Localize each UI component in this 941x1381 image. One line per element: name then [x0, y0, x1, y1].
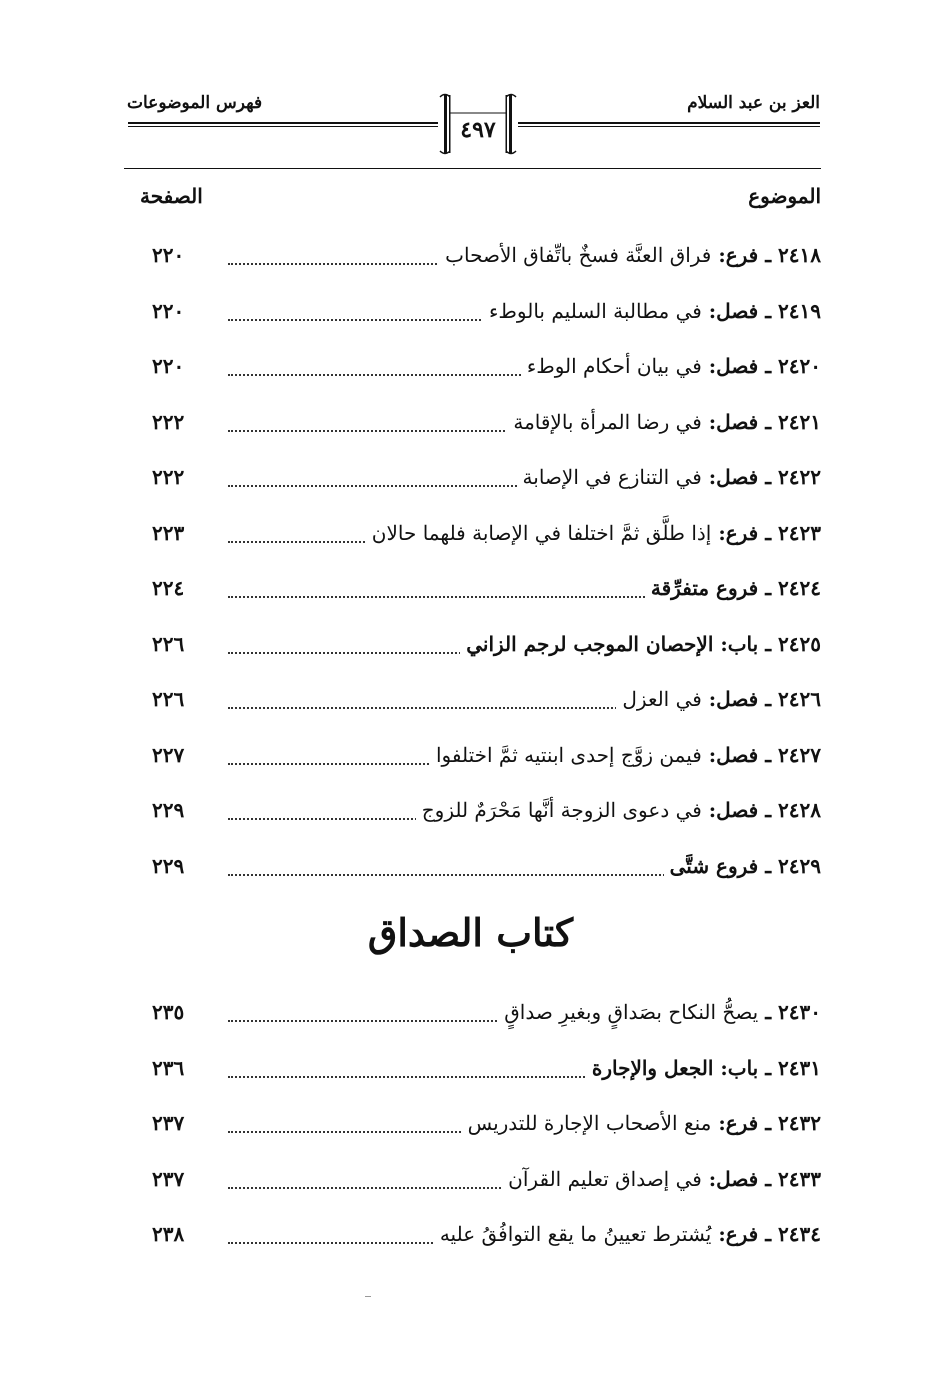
toc-entry: [140, 354, 821, 386]
toc-entry-title: [521, 354, 821, 378]
toc-entry-page: ٢٢٢: [152, 465, 185, 489]
toc-entry-title: [434, 1222, 821, 1246]
book-title-calligraphy: كتاب الصداق: [367, 910, 574, 955]
toc-entry: [140, 410, 821, 442]
toc-entry-title: [416, 798, 821, 822]
toc-entry-title: [664, 854, 821, 878]
toc-entry-text: في مطالبة السليم بالوطء: [489, 298, 702, 323]
toc-entry-text: في رضا المرأة بالإقامة: [513, 409, 702, 434]
toc-entry: [140, 1000, 821, 1032]
column-title-topic: الموضوع: [748, 184, 821, 208]
toc-entry-page: ٢٣٧: [152, 1166, 185, 1191]
toc-entry-page: ٢٢٣: [152, 520, 185, 545]
toc-entry-page: ٢٢٠: [152, 243, 185, 267]
toc-entry-keyword: فرع:: [711, 1222, 759, 1246]
toc-entry-text: في العزل: [622, 687, 702, 711]
toc-entry-keyword: فروع متفرِّقة: [650, 576, 759, 600]
toc-entry-text: فيمن زوَّج إحدى ابنتيه ثمَّ اختلفوا: [435, 742, 702, 767]
toc-entry: [140, 299, 821, 331]
toc-entry-text: منع الأصحاب الإجارة للتدريس: [467, 1111, 712, 1135]
toc-entry: [140, 576, 821, 608]
toc-entry-keyword: فصل:: [701, 798, 759, 822]
toc-entry-keyword: فصل:: [701, 465, 759, 489]
toc-entry-number: ٢٤٣١ ـ: [758, 1055, 821, 1080]
toc-entry-text: في بيان أحكام الوطء: [526, 354, 702, 378]
toc-entry-page: ٢٢٩: [152, 853, 185, 878]
toc-entry-number: ٢٤٢٧ ـ: [758, 742, 821, 767]
toc-entry-page: ٢٢٢: [152, 409, 185, 434]
toc-entry: [140, 1222, 821, 1254]
toc-entry: [140, 798, 821, 830]
toc-entry-number: ٢٤٢٨ ـ: [758, 798, 821, 822]
toc-entry-page: ٢٢٦: [152, 631, 185, 656]
toc-entry-title: [507, 410, 821, 434]
toc-entry-page: ٢٢٤: [152, 576, 185, 600]
toc-entry-text: يصحُّ النكاح بصَداقٍ وبغيرِ صداقٍ: [504, 1000, 759, 1024]
toc-entry-number: ٢٤٢٩ ـ: [758, 853, 821, 878]
toc-entry-title: [460, 632, 821, 656]
toc-entry: [140, 465, 821, 497]
toc-entry-title: [616, 687, 821, 711]
header-author: العز بن عبد السلام: [687, 93, 820, 113]
toc-entry-page: ٢٣٥: [152, 1000, 185, 1024]
header-section-title: فهرس الموضوعات: [127, 93, 263, 113]
toc-entry-number: ٢٤١٨ ـ: [758, 243, 821, 267]
toc-entry-page: ٢٢٩: [152, 798, 185, 822]
toc-entry-title: [462, 1111, 821, 1135]
toc-entry-number: ٢٤٢٢ ـ: [758, 465, 821, 489]
toc-entry-number: ٢٤٢٣ ـ: [758, 520, 821, 545]
toc-entry-page: ٢٣٧: [152, 1111, 185, 1135]
toc-entry-title: [498, 1000, 821, 1024]
page-number-frame: [438, 93, 518, 155]
toc-entry-title: [517, 465, 821, 489]
toc-entry-keyword: فرع:: [711, 1111, 759, 1135]
toc-entry-page: ٢٢٧: [152, 742, 185, 767]
toc-entry-number: ٢٤٢١ ـ: [758, 409, 821, 434]
toc-entry-keyword: فصل:: [701, 298, 759, 323]
column-title-page: الصفحة: [140, 184, 203, 208]
toc-entry-number: ٢٤٢٠ ـ: [758, 354, 821, 378]
toc-entry-text: في التنازع في الإصابة: [522, 465, 702, 489]
toc-entry-number: ٢٤١٩ ـ: [758, 298, 821, 323]
toc-entry-page: ٢٢٦: [152, 687, 185, 711]
toc-entry-number: ٢٤٣٢ ـ: [758, 1111, 821, 1135]
toc-entry: [140, 1111, 821, 1143]
toc-entry: [140, 687, 821, 719]
toc-entry-title: [430, 743, 821, 767]
toc-entry-title: [645, 576, 821, 600]
toc-entry-page: ٢٢٠: [152, 354, 185, 378]
toc-entry-page: ٢٣٨: [152, 1222, 185, 1246]
toc-entry-text: فراق العنَّة فسخٌ باتِّفاق الأصحاب: [445, 243, 712, 267]
toc-entry-keyword: فصل:: [701, 354, 759, 378]
toc-entry: [140, 743, 821, 775]
toc-entry-keyword: فصل:: [701, 1166, 759, 1191]
toc-entry-keyword: باب: الإحصان الموجب لرجم الزاني: [466, 631, 759, 656]
toc-entry-page: ٢٢٠: [152, 298, 185, 323]
toc-entry-page: ٢٣٦: [152, 1055, 185, 1080]
toc-entry-title: [366, 521, 821, 545]
toc-entry: [140, 1167, 821, 1199]
toc-entry: [140, 854, 821, 886]
toc-entry-number: ٢٤٣٤ ـ: [758, 1222, 821, 1246]
toc-entry-text: في دعوى الزوجة أنَّها مَحْرَمٌ للزوج: [421, 798, 702, 822]
toc-entry-keyword: فصل:: [701, 687, 759, 711]
toc-entry-text: يُشترط تعيينُ ما يقع التوافُقُ عليه: [439, 1222, 712, 1246]
toc-entry-keyword: فصل:: [701, 742, 759, 767]
toc-entry-keyword: فروع شتَّى: [669, 853, 759, 878]
toc-entry-keyword: فرع:: [711, 243, 759, 267]
toc-entry: [140, 521, 821, 553]
toc-entry: [140, 632, 821, 664]
toc-entry-title: [502, 1167, 821, 1191]
toc-entry: [140, 243, 821, 275]
toc-entry-number: ٢٤٣٣ ـ: [758, 1166, 821, 1191]
toc-entry-title: [586, 1056, 821, 1080]
toc-entry-number: ٢٤٢٦ ـ: [758, 687, 821, 711]
toc-entry-title: [439, 243, 821, 267]
toc-entry-number: ٢٤٢٥ ـ: [758, 631, 821, 656]
toc-entry-title: [483, 299, 821, 323]
page-mark: [365, 1296, 371, 1297]
toc-entry-keyword: فصل:: [701, 409, 759, 434]
subheader-rule: [124, 168, 821, 169]
toc-entry-number: ٢٤٢٤ ـ: [758, 576, 821, 600]
toc-entry-keyword: باب: الجعل والإجارة: [591, 1055, 759, 1080]
page-number: ٤٩٧: [460, 117, 496, 143]
toc-entry-text: إذا طلَّق ثمَّ اختلفا في الإصابة فلهما حالان: [371, 520, 712, 545]
toc-entry: [140, 1056, 821, 1088]
toc-entry-text: في إصداق تعليم القرآن: [508, 1166, 702, 1191]
toc-entry-keyword: فرع:: [711, 520, 759, 545]
toc-entry-number: ٢٤٣٠ ـ: [758, 1000, 821, 1024]
